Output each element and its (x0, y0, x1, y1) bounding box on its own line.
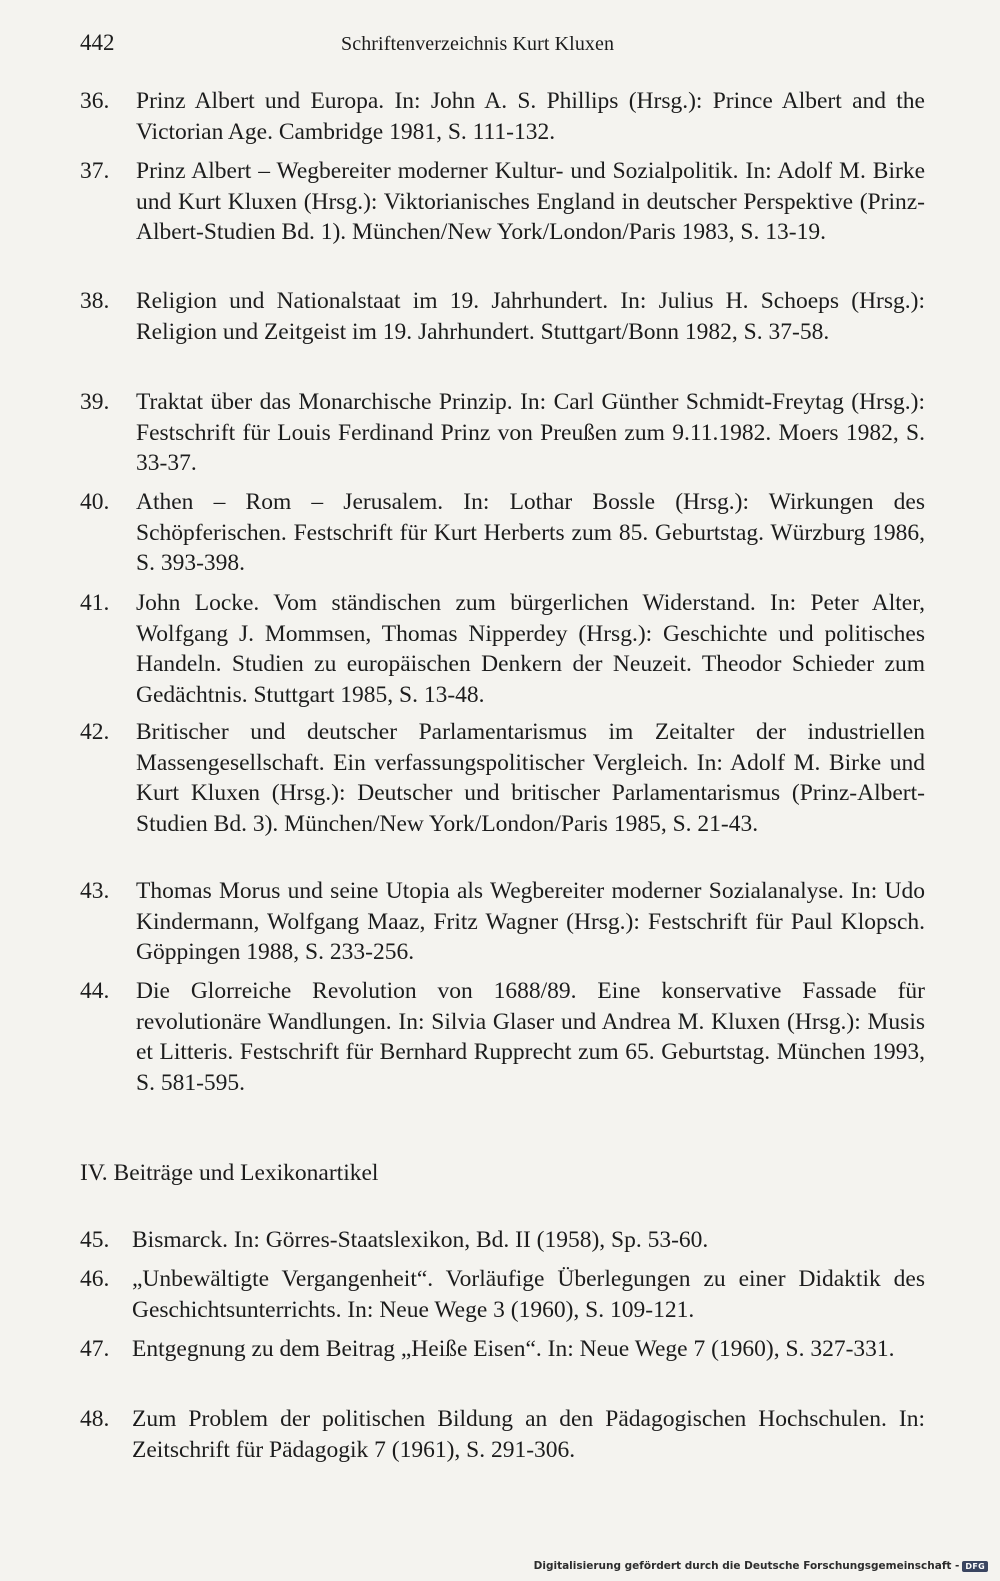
entry-number: 45. (80, 1227, 110, 1253)
entry-number: 37. (80, 158, 110, 184)
entry-number: 47. (80, 1336, 110, 1362)
digitization-credit (534, 1560, 988, 1572)
entry-text: John Locke. Vom ständischen zum bürgerlichen Widerstand. In: Peter Alter, Wolfgang J. Mommsen, Thomas Nipperdey (Hrsg.): Geschichte und politisches Handeln. Studien zu europäischen Denkern der Neuzeit. Theodor Schieder zum Gedächtnis. Stuttgart 1985, S. 13-48. (136, 590, 925, 708)
entry-number: 41. (80, 590, 110, 616)
list-item (80, 487, 925, 579)
entry-text: Die Glorreiche Revolution von 1688/89. Eine konservative Fassade für revolutionäre Wandlungen. In: Silvia Glaser und Andrea M. Kluxen (Hrsg.): Musis et Litteris. Festschrift für Bernhard Rupprecht zum 65. Geburtstag. München 1993, S. 581-595. (136, 978, 925, 1096)
list-item (80, 1225, 925, 1256)
list-item (80, 1334, 925, 1365)
list-item (80, 86, 925, 147)
entry-text: „Unbewältigte Vergangenheit“. Vorläufige Überlegungen zu einer Didaktik des Geschichtsunterrichts. In: Neue Wege 3 (1960), S. 109-121. (132, 1266, 925, 1323)
entry-number: 40. (80, 489, 110, 515)
entry-text: Thomas Morus und seine Utopia als Wegbereiter moderner Sozialanalyse. In: Udo Kindermann, Wolfgang Maaz, Fritz Wagner (Hrsg.): Festschrift für Paul Klopsch. Göppingen 1988, S. 233-256. (136, 878, 925, 965)
entry-text: Traktat über das Monarchische Prinzip. In: Carl Günther Schmidt-Freytag (Hrsg.): Festschrift für Louis Ferdinand Prinz von Preußen zum 9.11.1982. Moers 1982, S. 33-37. (136, 389, 925, 476)
list-item (80, 286, 925, 347)
entry-text: Religion und Nationalstaat im 19. Jahrhundert. In: Julius H. Schoeps (Hrsg.): Religion und Zeitgeist im 19. Jahrhundert. Stuttgart/Bonn 1982, S. 37-58. (136, 288, 925, 345)
entry-text: Prinz Albert und Europa. In: John A. S. Phillips (Hrsg.): Prince Albert and the Victorian Age. Cambridge 1981, S. 111-132. (136, 88, 925, 145)
entry-number: 44. (80, 978, 110, 1004)
running-title: Schriftenverzeichnis Kurt Kluxen (341, 33, 615, 55)
dfg-logo: DFG (962, 1561, 988, 1572)
list-item (80, 588, 925, 710)
page-number: 442 (80, 30, 115, 55)
entry-number: 46. (80, 1266, 110, 1292)
credit-text: Digitalisierung gefördert durch die Deutsche Forschungsgemeinschaft - (533, 1560, 960, 1572)
list-item (80, 717, 925, 839)
list-item (80, 1264, 925, 1325)
list-item (80, 156, 925, 248)
entry-number: 43. (80, 878, 110, 904)
entry-text: Prinz Albert – Wegbereiter moderner Kultur- und Sozialpolitik. In: Adolf M. Birke und Kurt Kluxen (Hrsg.): Viktorianisches England in deutscher Perspektive (Prinz-Albert-Studien Bd. 1). München/New York/London/Paris 1983, S. 13-19. (136, 158, 925, 245)
section-heading: IV. Beiträge und Lexikonartikel (80, 1160, 379, 1186)
entry-number: 36. (80, 88, 110, 114)
entry-text: Bismarck. In: Görres-Staatslexikon, Bd. II (1958), Sp. 53-60. (132, 1227, 709, 1253)
list-item (80, 1404, 925, 1465)
entry-number: 39. (80, 389, 110, 415)
entry-number: 42. (80, 719, 110, 745)
list-item (80, 387, 925, 479)
list-item (80, 876, 925, 968)
entry-text: Entgegnung zu dem Beitrag „Heiße Eisen“. In: Neue Wege 7 (1960), S. 327-331. (132, 1336, 895, 1362)
list-item (80, 976, 925, 1098)
entry-text: Zum Problem der politischen Bildung an den Pädagogischen Hochschulen. In: Zeitschrift für Pädagogik 7 (1961), S. 291-306. (132, 1406, 925, 1463)
entry-number: 38. (80, 288, 110, 314)
entry-text: Britischer und deutscher Parlamentarismus im Zeitalter der industriellen Massengesellschaft. Ein verfassungspolitischer Vergleich. In: Adolf M. Birke und Kurt Kluxen (Hrsg.): Deutscher und britischer Parlamentarismus (Prinz-Albert-Studien Bd. 3). München/New York/London/Paris 1985, S. 21-43. (136, 719, 925, 837)
entry-text: Athen – Rom – Jerusalem. In: Lothar Bossle (Hrsg.): Wirkungen des Schöpferischen. Festschrift für Kurt Herberts zum 85. Geburtstag. Würzburg 1986, S. 393-398. (136, 489, 925, 576)
entry-number: 48. (80, 1406, 110, 1432)
